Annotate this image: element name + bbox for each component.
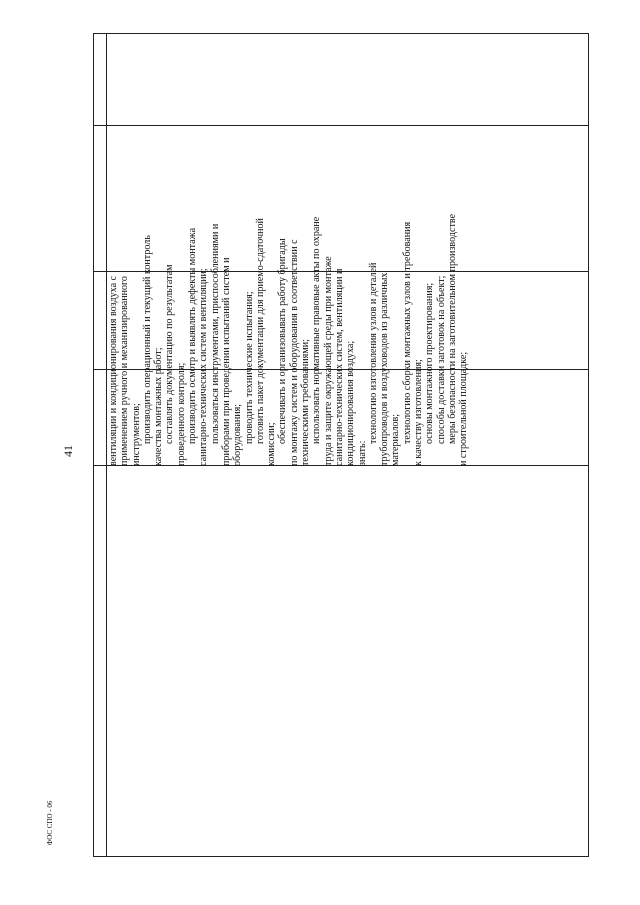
text-line: оборудования; bbox=[232, 403, 244, 466]
text-line: производить осмотр и выявлять дефекты монтажа bbox=[187, 227, 199, 444]
text-line: готовить пакет документации для приемо-сдаточной bbox=[254, 218, 266, 444]
text-line: проводить технические испытания; bbox=[243, 291, 255, 444]
text-line: обеспечивать и организовывать работу бригады bbox=[277, 238, 289, 444]
text-line: составлять документацию по результатам bbox=[164, 264, 176, 444]
text-line: проведенного контроля; bbox=[175, 362, 187, 466]
text-line: инструментов; bbox=[130, 403, 142, 466]
text-line: комиссии; bbox=[266, 422, 278, 466]
text-line: технологию изготовления узлов и деталей bbox=[367, 262, 379, 444]
page-number: 41 bbox=[61, 445, 75, 457]
text-line: технологию сборки монтажных узлов и требования bbox=[401, 221, 413, 444]
text-line: способы доставки заготовок на объект; bbox=[435, 275, 447, 444]
text-line: пользоваться инструментами, приспособлениями и bbox=[209, 223, 221, 444]
text-line: приборами при проведении испытаний систем и bbox=[220, 257, 232, 466]
skills-knowledge-text bbox=[108, 0, 501, 466]
text-line: производить операционный и текущий контроль bbox=[141, 235, 153, 444]
text-line: применением ручного и механизированного bbox=[119, 276, 131, 466]
text-line: знать: bbox=[356, 440, 368, 466]
skills-knowledge-cell bbox=[108, 73, 574, 466]
text-line: вентиляции и кондиционирования воздуха с bbox=[108, 275, 119, 466]
text-line: к качеству изготовления; bbox=[413, 359, 425, 466]
text-line: использовать нормативные правовые акты по охране bbox=[311, 216, 323, 444]
text-line: качества монтажных работ; bbox=[153, 347, 165, 466]
text-line: труда и защите окружающей среды при монтаже bbox=[322, 256, 334, 466]
text-line: санитарно-технических систем, вентиляции и bbox=[333, 268, 345, 466]
text-line: материалов; bbox=[390, 413, 402, 466]
text-line: и строительной площадке; bbox=[458, 351, 470, 466]
document-code: ФОС СПО - 06 bbox=[46, 800, 54, 846]
text-line: основы монтажного проектирования; bbox=[424, 282, 436, 444]
text-line: техническими требованиями; bbox=[300, 339, 312, 466]
text-line: трубопроводов и воздуховодов из различных bbox=[379, 272, 391, 466]
text-line: меры безопасности на заготовительном производстве bbox=[446, 213, 458, 444]
text-line: санитарно-технических систем и вентиляции; bbox=[198, 268, 210, 466]
text-line: по монтажу систем и оборудования в соответствии с bbox=[288, 239, 300, 466]
text-line: кондиционирования воздуха; bbox=[345, 340, 357, 466]
table-border-left bbox=[106, 34, 107, 856]
